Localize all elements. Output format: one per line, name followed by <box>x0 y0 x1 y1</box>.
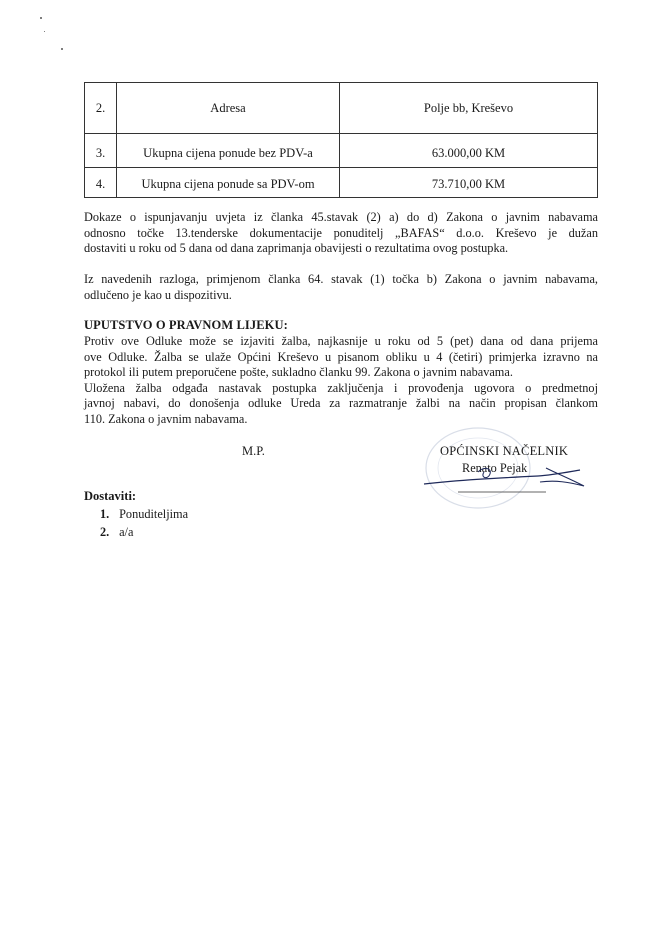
mayor-name: Renato Pejak <box>462 461 528 475</box>
evidence-paragraph <box>84 210 598 257</box>
scan-speck <box>61 48 63 50</box>
text-line: 110. Zakona o javnim nabavama. <box>84 411 248 426</box>
list-item-number: 1. <box>100 507 110 521</box>
text-line: protokol ili putem preporučene pošte, sukladno članku 99. Zakona o javnim nabavama. <box>84 365 513 379</box>
table-row <box>85 134 598 168</box>
row-number: 2. <box>85 83 117 134</box>
list-item-number: 2. <box>100 525 110 539</box>
list-item-label: a/a <box>119 525 134 539</box>
row-value: Polje bb, Kreševo <box>340 83 598 134</box>
row-label: Ukupna cijena ponude bez PDV-a <box>117 134 340 168</box>
table-row <box>85 168 598 198</box>
scan-speck <box>40 17 42 19</box>
legal-remedy-paragraph <box>84 334 598 427</box>
text-line: odlučeno je kao u dispozitivu. <box>84 287 232 302</box>
text-line: Iz navedenih razloga, primjenom članka 64. stavak (1) točka b) Zakona o javnim nabavama, <box>84 272 598 286</box>
text-line: javnoj nabavi, do donošenja odluke Ureda za razmatranje žalbi na način propisan člankom <box>84 396 598 410</box>
list-item-label: Ponuditeljima <box>119 507 189 521</box>
text-line: odnosno točke 13.tenderske dokumentacije ponuditelj „BAFAS“ d.o.o. Kreševo je dužan <box>84 225 598 240</box>
row-number: 3. <box>85 134 117 168</box>
row-number: 4. <box>85 168 117 198</box>
text-line: Uložena žalba odgađa nastavak postupka zaključenja i provođenja ugovora o predmetnoj <box>84 380 598 395</box>
stamp-place-label: M.P. <box>242 444 265 458</box>
table-row <box>85 83 598 134</box>
scan-speck <box>44 31 45 32</box>
handwritten-signature <box>418 462 598 502</box>
row-value: 73.710,00 KM <box>340 168 598 198</box>
legal-remedy-heading: UPUTSTVO O PRAVNOM LIJEKU: <box>84 318 288 332</box>
decision-paragraph <box>84 272 598 303</box>
delivery-title: Dostaviti: <box>84 489 137 503</box>
row-value: 63.000,00 KM <box>340 134 598 168</box>
text-line: dostaviti u roku od 5 dana od dana zaprimanja obavijesti o rezultatima ovog postupka. <box>84 241 509 255</box>
offer-details-table <box>84 82 598 198</box>
row-label: Adresa <box>117 83 340 134</box>
row-label: Ukupna cijena ponude sa PDV-om <box>117 168 340 198</box>
mayor-title: OPĆINSKI NAČELNIK <box>440 444 569 458</box>
text-line: Protiv ove Odluke može se izjaviti žalba, najkasnije u roku od 5 (pet) dana od dana prijema <box>84 334 598 348</box>
text-line: ove Odluke. Žalba se ulaže Općini Kreševo u pisanom obliku u 4 (četiri) primjerka izravno na <box>84 349 598 364</box>
list-item <box>100 505 188 523</box>
delivery-list <box>100 505 188 541</box>
list-item <box>100 523 188 541</box>
text-line: Dokaze o ispunjavanju uvjeta iz članka 45.stavak (2) a) do d) Zakona o javnim nabavama <box>84 210 598 224</box>
